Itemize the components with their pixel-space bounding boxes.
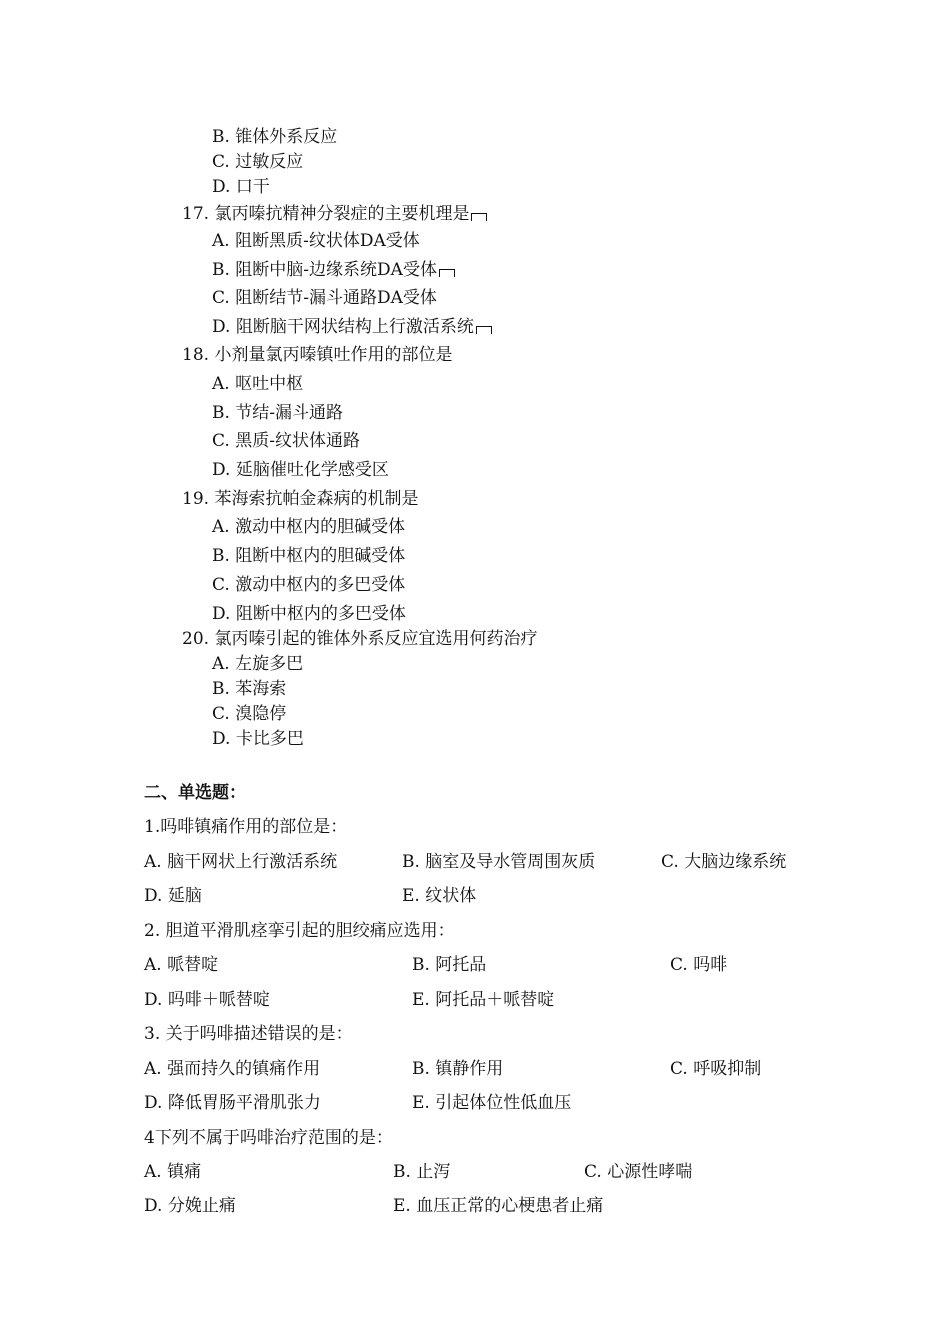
p2-q1-option-a: A. 脑干网状上行激活系统 [144, 852, 338, 872]
p2-q4-option-a: A. 镇痛 [144, 1162, 202, 1182]
p2-q4-option-c: C. 心源性哮喘 [584, 1162, 693, 1182]
q19-option-a: A. 激动中枢内的胆碱受体 [212, 517, 406, 537]
p2-q3-option-e: E. 引起体位性低血压 [412, 1093, 572, 1113]
question-20: 20. 氯丙嗪引起的锥体外系反应宜选用何药治疗 [182, 629, 538, 649]
question-17-stem: 17. 氯丙嗪抗精神分裂症的主要机理是 [182, 204, 470, 224]
option-prev-b: B. 锥体外系反应 [212, 127, 338, 147]
p2-q2-option-e: E. 阿托品＋哌替啶 [412, 990, 555, 1010]
q17-option-a: A. 阻断黑质-纹状体DA受体 [212, 231, 420, 251]
p2-question-2: 2. 胆道平滑肌痉挛引起的胆绞痛应选用： [144, 921, 455, 941]
p2-q3-option-c: C. 呼吸抑制 [670, 1059, 762, 1079]
section-heading: 二、单选题： [144, 783, 246, 803]
p2-q4-option-e: E. 血压正常的心梗患者止痛 [393, 1196, 604, 1216]
q18-option-c: C. 黑质-纹状体通路 [212, 431, 360, 451]
q18-option-d: D. 延脑催吐化学感受区 [212, 460, 389, 480]
q19-option-b: B. 阻断中枢内的胆碱受体 [212, 546, 406, 566]
p2-q3-option-b: B. 镇静作用 [412, 1059, 504, 1079]
option-prev-c: C. 过敏反应 [212, 152, 304, 172]
p2-q2-option-c: C. 吗啡 [670, 955, 728, 975]
q20-option-a: A. 左旋多巴 [212, 654, 304, 674]
p2-question-4: 4下列不属于吗啡治疗范围的是： [144, 1128, 393, 1148]
p2-q3-option-a: A. 强而持久的镇痛作用 [144, 1059, 321, 1079]
answer-bracket [471, 213, 487, 221]
q17-option-b [212, 259, 455, 281]
p2-q2-option-d: D. 吗啡＋哌替啶 [144, 990, 270, 1010]
p2-q2-option-a: A. 哌替啶 [144, 955, 219, 975]
q19-option-d: D. 阻断中枢内的多巴受体 [212, 604, 406, 624]
q18-option-a: A. 呕吐中枢 [212, 374, 304, 394]
q19-option-c: C. 激动中枢内的多巴受体 [212, 575, 406, 595]
q17-option-b-text: B. 阻断中脑-边缘系统DA受体 [212, 260, 437, 280]
p2-q1-option-e: E. 纹状体 [402, 886, 477, 906]
p2-q2-option-b: B. 阿托品 [412, 955, 487, 975]
q18-option-b: B. 节结-漏斗通路 [212, 403, 344, 423]
q17-option-d-text: D. 阻断脑干网状结构上行激活系统 [212, 317, 474, 337]
q20-option-c: C. 溴隐停 [212, 704, 287, 724]
option-prev-d: D. 口干 [212, 177, 270, 197]
q20-option-b: B. 苯海索 [212, 679, 287, 699]
q17-option-d [212, 316, 492, 338]
q17-option-c: C. 阻断结节-漏斗通路DA受体 [212, 288, 437, 308]
question-19: 19. 苯海索抗帕金森病的机制是 [182, 489, 419, 509]
p2-question-1: 1.吗啡镇痛作用的部位是： [144, 817, 348, 837]
q20-option-d: D. 卡比多巴 [212, 729, 304, 749]
question-18: 18. 小剂量氯丙嗪镇吐作用的部位是 [182, 345, 453, 365]
p2-q1-option-c: C. 大脑边缘系统 [661, 852, 787, 872]
p2-q4-option-d: D. 分娩止痛 [144, 1196, 236, 1216]
p2-q1-option-d: D. 延脑 [144, 886, 202, 906]
p2-q1-option-b: B. 脑室及导水管周围灰质 [402, 852, 596, 872]
answer-bracket [476, 326, 492, 334]
answer-bracket [439, 269, 455, 277]
p2-q4-option-b: B. 止泻 [393, 1162, 451, 1182]
p2-q3-option-d: D. 降低胃肠平滑肌张力 [144, 1093, 321, 1113]
p2-question-3: 3. 关于吗啡描述错误的是： [144, 1024, 353, 1044]
question-17 [182, 203, 487, 225]
